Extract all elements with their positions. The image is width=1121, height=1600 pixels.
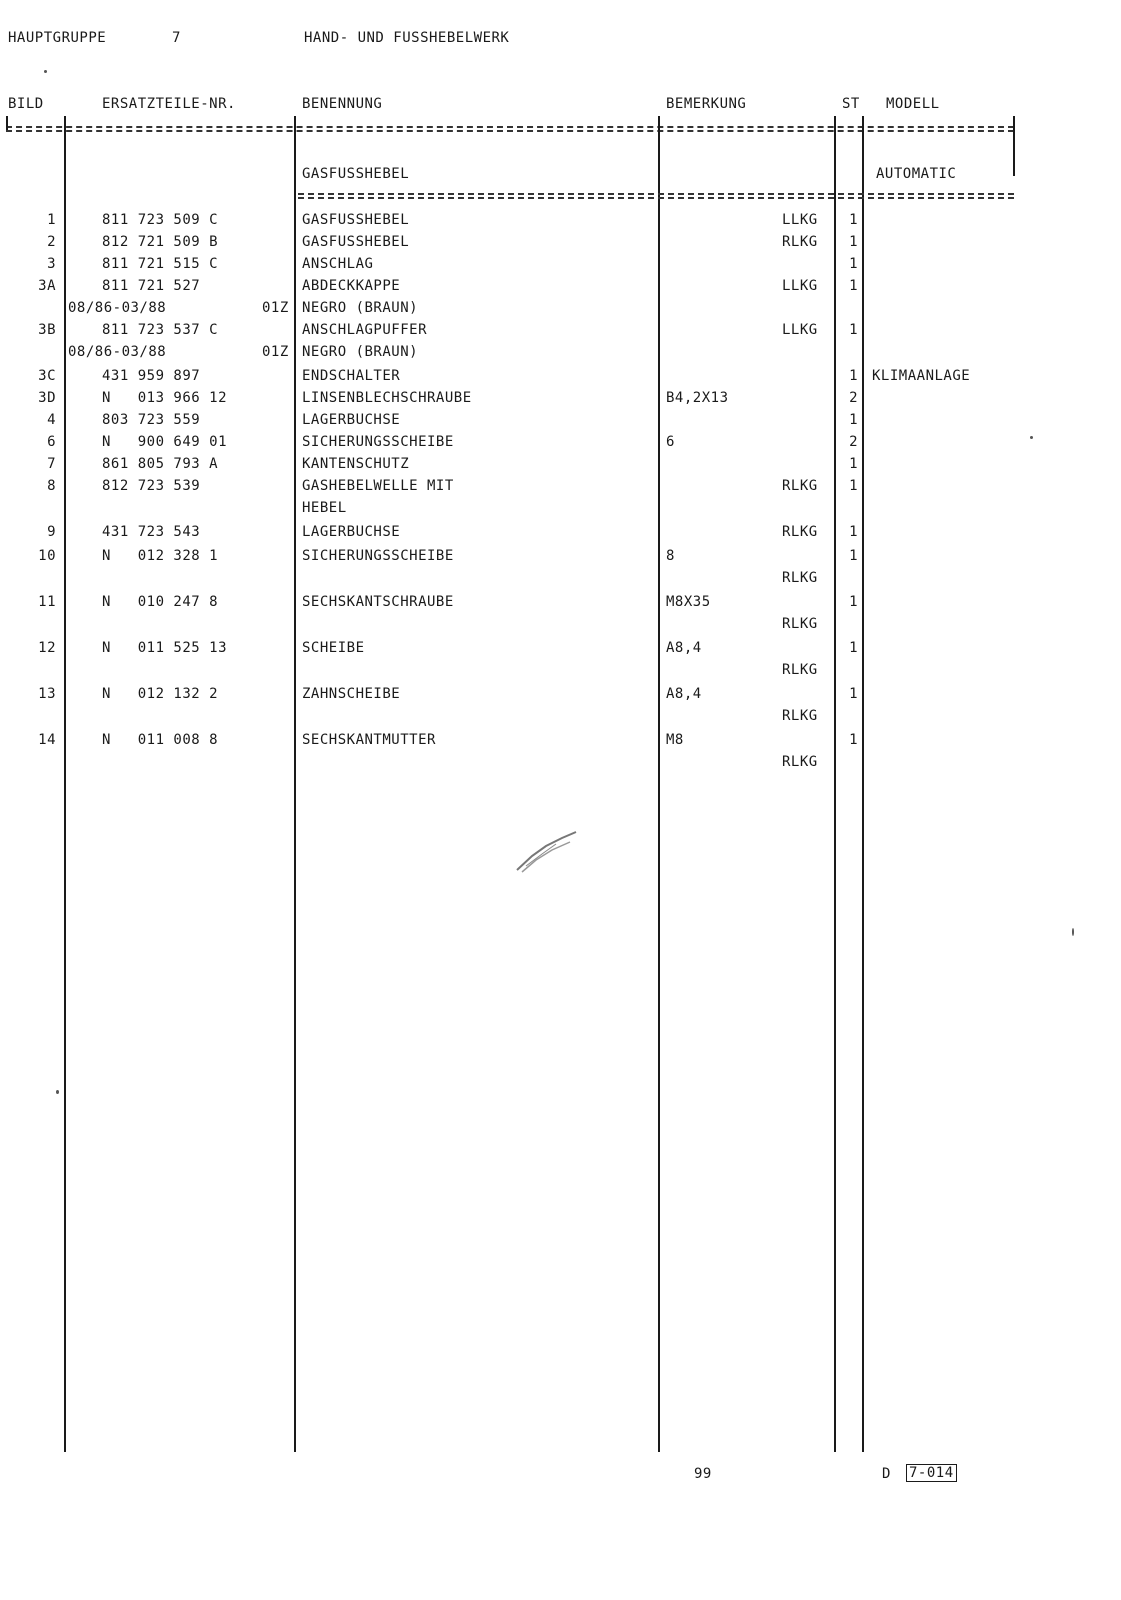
row-bild: 11 [38, 594, 56, 610]
column-divider [834, 116, 836, 1452]
row-quantity: 1 [849, 278, 858, 294]
column-divider [64, 116, 66, 1452]
row-part-number: N 900 649 01 [102, 434, 228, 450]
row-bemerkung: M8 [666, 732, 684, 748]
group-number: 7 [172, 30, 181, 46]
row-bild: 8 [47, 478, 56, 494]
row-quantity: 1 [849, 640, 858, 656]
row-part-number: 811 723 509 C [102, 212, 219, 228]
row-benennung: SICHERUNGSSCHEIBE [302, 548, 454, 564]
row-color-code: 01Z [262, 300, 289, 316]
column-divider [658, 116, 660, 1452]
row-code: RLKG [782, 234, 818, 250]
row-code: RLKG [782, 616, 818, 632]
row-quantity: 1 [849, 594, 858, 610]
row-benennung: ABDECKKAPPE [302, 278, 401, 294]
row-bemerkung: A8,4 [666, 640, 702, 656]
group-title: HAND- UND FUSSHEBELWERK [304, 30, 510, 46]
row-benennung: GASFUSSHEBEL [302, 234, 410, 250]
row-part-number: N 010 247 8 [102, 594, 219, 610]
row-quantity: 1 [849, 368, 858, 384]
row-code: LLKG [782, 212, 818, 228]
row-benennung: SECHSKANTSCHRAUBE [302, 594, 454, 610]
row-benennung: LAGERBUCHSE [302, 524, 401, 540]
row-benennung: ENDSCHALTER [302, 368, 401, 384]
column-divider [862, 116, 864, 1452]
section-modell: AUTOMATIC [876, 166, 957, 182]
row-benennung: NEGRO (BRAUN) [302, 300, 419, 316]
row-bild: 3A [38, 278, 56, 294]
row-part-number: 431 723 543 [102, 524, 201, 540]
col-st: ST [842, 96, 860, 112]
row-quantity: 1 [849, 412, 858, 428]
column-divider [294, 116, 296, 1452]
row-benennung: HEBEL [302, 500, 347, 516]
row-benennung: SCHEIBE [302, 640, 365, 656]
scan-speck [1030, 436, 1033, 439]
row-code: LLKG [782, 322, 818, 338]
group-label: HAUPTGRUPPE [8, 30, 107, 46]
row-quantity: 1 [849, 322, 858, 338]
row-bild: 3 [47, 256, 56, 272]
row-benennung: ZAHNSCHEIBE [302, 686, 401, 702]
row-color-code: 01Z [262, 344, 289, 360]
row-benennung: SICHERUNGSSCHEIBE [302, 434, 454, 450]
row-part-number: 861 805 793 A [102, 456, 219, 472]
row-bild: 9 [47, 524, 56, 540]
row-quantity: 1 [849, 548, 858, 564]
row-part-number: N 011 008 8 [102, 732, 219, 748]
row-bild: 7 [47, 456, 56, 472]
row-part-number: 811 721 515 C [102, 256, 219, 272]
row-benennung: GASHEBELWELLE MIT [302, 478, 454, 494]
row-part-number: 431 959 897 [102, 368, 201, 384]
row-bild: 3C [38, 368, 56, 384]
row-part-number: 811 723 537 C [102, 322, 219, 338]
row-quantity: 1 [849, 234, 858, 250]
row-code: RLKG [782, 754, 818, 770]
row-part-number: N 013 966 12 [102, 390, 228, 406]
row-part-number: N 012 328 1 [102, 548, 219, 564]
row-benennung: LAGERBUCHSE [302, 412, 401, 428]
row-bild: 3D [38, 390, 56, 406]
row-benennung: ANSCHLAGPUFFER [302, 322, 428, 338]
row-benennung: ANSCHLAG [302, 256, 374, 272]
scan-speck [44, 70, 47, 73]
column-divider [6, 116, 8, 130]
row-benennung: KANTENSCHUTZ [302, 456, 410, 472]
col-modell: MODELL [886, 96, 940, 112]
page-code-box: 7-014 [906, 1464, 957, 1482]
row-quantity: 1 [849, 478, 858, 494]
row-part-number: 811 721 527 [102, 278, 201, 294]
row-bemerkung: 8 [666, 548, 675, 564]
row-part-number: 812 721 509 B [102, 234, 219, 250]
row-quantity: 2 [849, 434, 858, 450]
row-benennung: SECHSKANTMUTTER [302, 732, 436, 748]
row-part-number: 812 723 539 [102, 478, 201, 494]
col-bemerkung: BEMERKUNG [666, 96, 747, 112]
row-bild: 2 [47, 234, 56, 250]
row-benennung: GASFUSSHEBEL [302, 212, 410, 228]
row-bild: 1 [47, 212, 56, 228]
row-code: RLKG [782, 662, 818, 678]
section-title: GASFUSSHEBEL [302, 166, 410, 182]
row-quantity: 1 [849, 256, 858, 272]
row-code: RLKG [782, 708, 818, 724]
row-modell: KLIMAANLAGE [872, 368, 971, 384]
page-number-visible: 99 [694, 1466, 712, 1482]
col-bild: BILD [8, 96, 44, 112]
row-quantity: 1 [849, 524, 858, 540]
row-part-number: 08/86-03/88 [68, 344, 167, 360]
stamp-scribble-icon [512, 828, 582, 878]
row-benennung: LINSENBLECHSCHRAUBE [302, 390, 472, 406]
language-code-visible: D [882, 1466, 891, 1482]
row-code: RLKG [782, 570, 818, 586]
row-quantity: 1 [849, 212, 858, 228]
row-quantity: 1 [849, 686, 858, 702]
row-bemerkung: 6 [666, 434, 675, 450]
row-quantity: 1 [849, 732, 858, 748]
row-bild: 3B [38, 322, 56, 338]
row-part-number: N 012 132 2 [102, 686, 219, 702]
row-bemerkung: M8X35 [666, 594, 711, 610]
section-rule [298, 193, 1014, 199]
row-bild: 12 [38, 640, 56, 656]
col-ersatzteile-nr: ERSATZTEILE-NR. [102, 96, 236, 112]
row-bild: 6 [47, 434, 56, 450]
row-bild: 14 [38, 732, 56, 748]
row-part-number: 803 723 559 [102, 412, 201, 428]
row-quantity: 2 [849, 390, 858, 406]
row-bemerkung: B4,2X13 [666, 390, 729, 406]
row-part-number: 08/86-03/88 [68, 300, 167, 316]
scan-speck [1072, 928, 1074, 936]
row-part-number: N 011 525 13 [102, 640, 228, 656]
column-divider [1013, 116, 1015, 176]
row-code: RLKG [782, 478, 818, 494]
row-bild: 10 [38, 548, 56, 564]
row-bemerkung: A8,4 [666, 686, 702, 702]
row-quantity: 1 [849, 456, 858, 472]
row-bild: 13 [38, 686, 56, 702]
row-benennung: NEGRO (BRAUN) [302, 344, 419, 360]
scan-speck [56, 1090, 59, 1094]
row-code: LLKG [782, 278, 818, 294]
row-bild: 4 [47, 412, 56, 428]
col-benennung: BENENNUNG [302, 96, 383, 112]
row-code: RLKG [782, 524, 818, 540]
